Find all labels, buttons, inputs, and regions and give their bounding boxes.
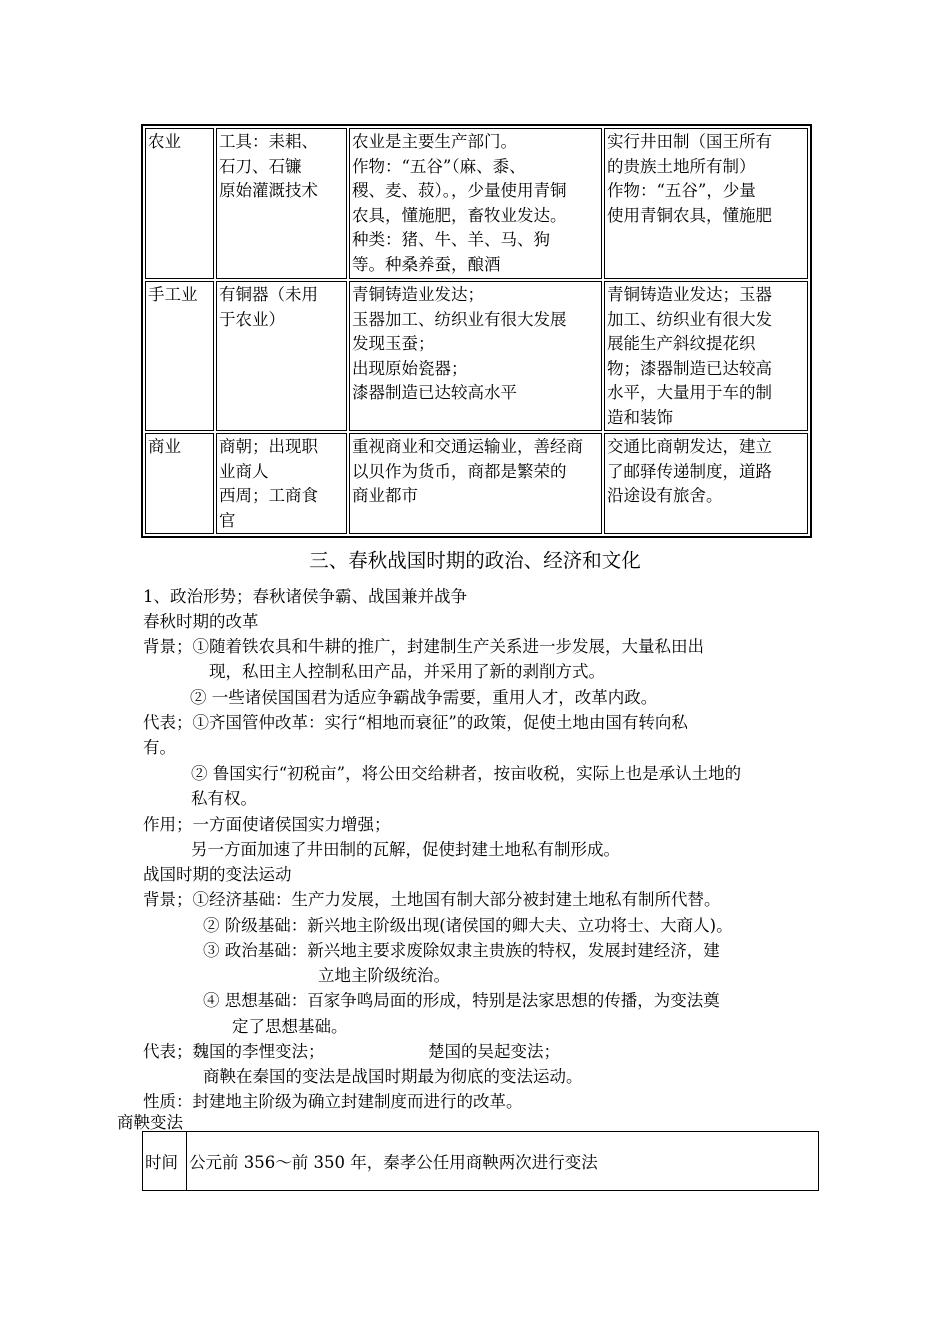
politics-heading: 1、政治形势；春秋诸侯争霸、战国兼并战争 — [143, 587, 467, 606]
shang-cell — [216, 433, 347, 534]
cell-line: 商朝；出现职 — [219, 437, 318, 456]
cell-line: 展能生产斜纹提花织 — [607, 334, 756, 353]
section-title: 三、春秋战国时期的政治、经济和文化 — [309, 549, 641, 572]
representative-line: 代表；魏国的李悝变法； — [143, 1042, 325, 1061]
cell-line: 有铜器（未用 — [219, 285, 318, 304]
cell-line: 的贵族土地所有制） — [607, 156, 756, 176]
cell-line: 稷、麦、菽）。，少量使用青铜 — [352, 181, 567, 200]
background-line: ② 一些诸侯国国君为适应争霸战争需要，重用人才，改革内政。 — [190, 688, 658, 707]
time-value: 公元前 356～前 350 年，秦孝公任用商鞅两次进行变法 — [187, 1132, 819, 1191]
cell-line: 业商人 — [219, 461, 269, 481]
cell-line: 官 — [219, 510, 236, 530]
cell-line: 青铜铸造业发达；玉器 — [607, 285, 772, 304]
xizhou-cell — [349, 281, 602, 431]
table-row — [145, 128, 808, 279]
shang-cell — [216, 281, 347, 431]
background-line: 背景；①随着铁农具和牛耕的推广，封建制生产关系进一步发展，大量私田出 — [143, 637, 704, 656]
cell-line: 等。种桑养蚕，酿酒 — [352, 254, 501, 274]
representative-line: 私有权。 — [191, 789, 257, 808]
cell-line: 交通比商朝发达，建立 — [607, 437, 772, 456]
zhou-cell — [604, 281, 808, 431]
cell-line: 实行井田制（国王所有 — [607, 132, 772, 151]
background-line: ④ 思想基础：百家争鸣局面的形成，特别是法家思想的传播，为变法奠 — [203, 991, 720, 1010]
effect-line: 另一方面加速了井田制的瓦解，促使封建土地私有制形成。 — [191, 840, 620, 859]
cell-line: 使用青铜农具，懂施肥 — [607, 205, 772, 225]
cell-line: 种类：猪、牛、羊、马、狗 — [352, 230, 550, 249]
time-label: 时间 — [143, 1132, 187, 1191]
cell-line: 加工、纺织业有很大发 — [607, 309, 772, 329]
background-line: 立地主阶级统治。 — [318, 966, 450, 985]
representative-line: 商鞅在秦国的变法是战国时期最为彻底的变法运动。 — [203, 1067, 583, 1086]
table-row — [145, 433, 808, 534]
cell-line: 青铜铸造业发达； — [352, 285, 484, 304]
cell-line: 沿途设有旅舍。 — [607, 486, 723, 505]
nature-line: 性质：封建地主阶级为确立封建制度而进行的改革。 — [143, 1092, 523, 1111]
shang-cell — [216, 128, 347, 279]
cell-line: 造和装饰 — [607, 407, 673, 427]
cell-line: 玉器加工、纺织业有很大发展 — [352, 309, 567, 329]
zhou-cell — [604, 433, 808, 534]
cell-line: 以贝作为货币，商都是繁荣的 — [352, 461, 567, 481]
cell-line: 了邮驿传递制度，道路 — [607, 461, 772, 481]
cell-line: 工具：耒耜、 — [219, 132, 318, 151]
category-cell: 商业 — [145, 433, 214, 534]
cell-line: 物；漆器制造已达较高 — [607, 358, 772, 378]
cell-line: 农具，懂施肥，畜牧业发达。 — [352, 205, 567, 225]
cell-line: 于农业） — [219, 309, 285, 329]
cell-line: 商业都市 — [352, 486, 418, 505]
representative-line: 楚国的吴起变法； — [428, 1042, 560, 1061]
xizhou-cell — [349, 128, 602, 279]
cell-line: 漆器制造已达较高水平 — [352, 383, 517, 402]
subheading-warring-states: 战国时期的变法运动 — [143, 865, 292, 884]
xizhou-cell — [349, 433, 602, 534]
cell-line: 出现原始瓷器； — [352, 358, 468, 378]
category-cell: 农业 — [145, 128, 214, 279]
cell-line: 发现玉蚕； — [352, 334, 435, 353]
economy-comparison-table — [141, 124, 812, 538]
representative-line: 代表；①齐国管仲改革：实行“相地而衰征”的政策，促使土地由国有转向私 — [143, 713, 688, 732]
cell-line: 石刀、石镰 — [219, 156, 302, 176]
cell-line: 重视商业和交通运输业，善经商 — [352, 437, 583, 456]
background-line: ③ 政治基础：新兴地主要求废除奴隶主贵族的特权，发展封建经济，建 — [203, 941, 720, 960]
cell-line: 水平，大量用于车的制 — [607, 383, 772, 402]
cell-line: 农业是主要生产部门。 — [352, 132, 517, 151]
representative-line: ② 鲁国实行“初税亩”，将公田交给耕者，按亩收税，实际上也是承认土地的 — [191, 764, 742, 783]
subheading-spring-autumn: 春秋时期的改革 — [143, 612, 259, 631]
cell-line: 原始灌溉技术 — [219, 181, 318, 200]
table-row — [145, 281, 808, 431]
background-line: 定了思想基础。 — [232, 1017, 348, 1036]
representative-line: 有。 — [143, 738, 176, 757]
shang-yang-table — [142, 1131, 819, 1191]
effect-line: 作用；一方面使诸侯国实力增强； — [143, 815, 391, 834]
shang-yang-heading: 商鞅变法 — [117, 1113, 183, 1132]
background-line: 现，私田主人控制私田产品，并采用了新的剥削方式。 — [209, 662, 605, 681]
cell-line: 西周；工商食 — [219, 486, 318, 505]
background-line: ② 阶级基础：新兴地主阶级出现(诸侯国的卿大夫、立功将士、大商人)。 — [203, 916, 733, 935]
zhou-cell — [604, 128, 808, 279]
cell-line: 作物：“五谷”，少量 — [607, 181, 756, 200]
table-row — [143, 1132, 819, 1191]
cell-line: 作物：“五谷”（麻、黍、 — [352, 156, 526, 176]
background-line: 背景；①经济基础：生产力发展，土地国有制大部分被封建土地私有制所代替。 — [143, 890, 721, 909]
category-cell: 手工业 — [145, 281, 214, 431]
